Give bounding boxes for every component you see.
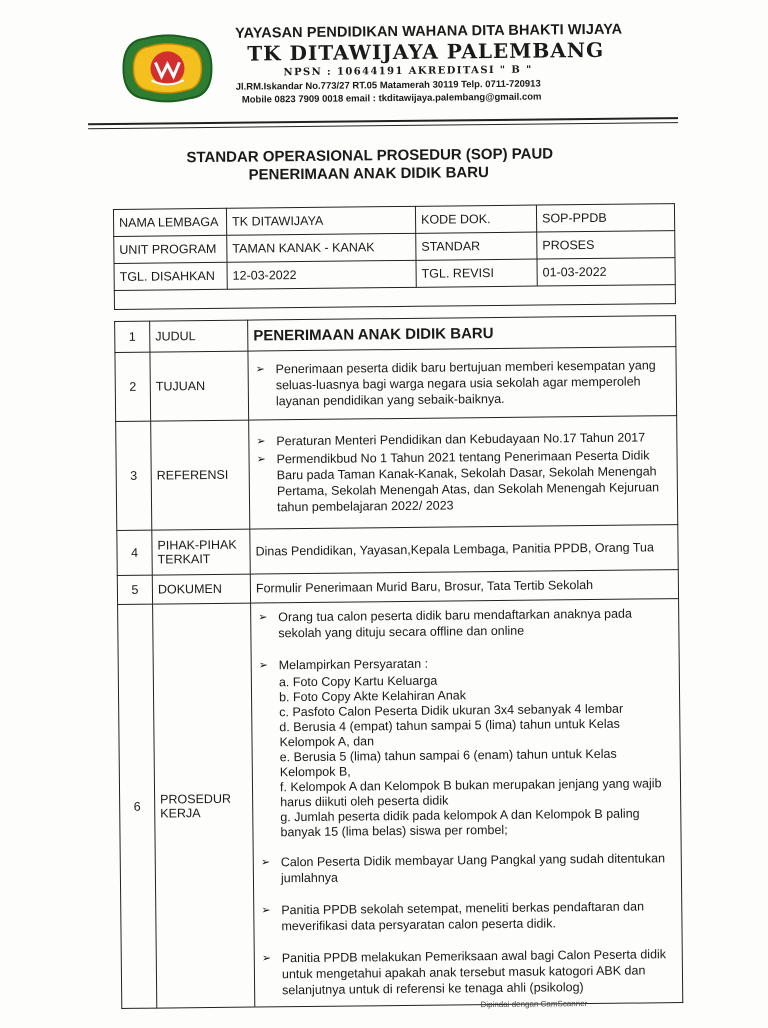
- arrow-bullet-icon: ➢: [258, 611, 268, 624]
- meta-label: UNIT PROGRAM: [114, 235, 227, 263]
- scanner-watermark: Dipindai dengan CamScanner: [480, 999, 588, 1010]
- row-number: 3: [116, 421, 152, 530]
- meta-value: TAMAN KANAK - KANAK: [227, 233, 416, 262]
- row-number: 2: [115, 352, 151, 421]
- list-item: ➢ Panitia PPDB sekolah setempat, meneliti berkas pendaftaran dan meverifikasi data persyaratan calon peserta didik.: [261, 899, 645, 934]
- requirement-item: c. Pasfoto Calon Peserta Didik ukuran 3x4 sebanyak 4 lembar: [279, 701, 624, 720]
- dokumen-value: Formulir Penerimaan Murid Baru, Brosur, Tata Tertib Sekolah: [250, 570, 678, 603]
- list-item: ➢ Panitia PPDB melakukan Pemeriksaan awal bagi Calon Peserta didik untuk mengetahui apakah anak tersebut masuk katogori ABK dan selanjutnya untuk di referensi ke tenaga ahli (psikolog): [261, 947, 667, 998]
- sop-table: [114, 315, 683, 1009]
- meta-value: SOP-PPDB: [536, 204, 674, 232]
- arrow-bullet-icon: ➢: [255, 363, 265, 376]
- list-item: ➢ Orang tua calon peserta didik baru mendaftarkan anaknya pada sekolah yang dituju secara offline dan online: [258, 606, 632, 641]
- arrow-bullet-icon: ➢: [260, 856, 271, 869]
- meta-value: 12-03-2022: [227, 260, 416, 289]
- requirement-item: a. Foto Copy Kartu Keluarga: [278, 673, 438, 690]
- meta-label: TGL. REVISI: [416, 259, 537, 287]
- referensi-value: [249, 416, 678, 529]
- npsn-accreditation: NPSN : 10644191 AKREDITASI " B ": [283, 64, 533, 79]
- prosedur-value: [251, 599, 683, 1010]
- row-number: 5: [117, 575, 152, 604]
- table-row: [116, 416, 678, 531]
- list-item: ➢ Melampirkan Persyaratan :: [258, 656, 429, 673]
- meta-label: STANDAR: [416, 232, 537, 260]
- list-item: ➢ Permendikbud No 1 Tahun 2021 tentang Penerimaan Peserta Didik Baru pada Taman Kanak-Kanak, Sekolah Dasar, Sekolah Menengah Pertama, Sekolah Menengah Atas, dan Sekolah Menengah Kejuruan tahun pembelajaran 2022/ 2023: [256, 448, 660, 515]
- row-label: TUJUAN: [150, 351, 249, 421]
- requirement-item: g. Jumlah peserta didik pada kelompok A dan Kelompok B paling banyak 15 (lima belas) siswa per rombel;: [280, 806, 640, 840]
- table-row: [115, 347, 677, 422]
- list-item: ➢ Peraturan Menteri Pendidikan dan Kebudayaan No.17 Tahun 2017: [256, 430, 646, 449]
- foundation-name: YAYASAN PENDIDIKAN WAHANA DITA BHAKTI WIJAYA: [235, 21, 623, 42]
- arrow-bullet-icon: ➢: [261, 952, 272, 965]
- arrow-bullet-icon: ➢: [256, 435, 266, 448]
- row-number: 6: [118, 604, 157, 1008]
- arrow-bullet-icon: ➢: [258, 659, 269, 672]
- row-number: 4: [117, 530, 152, 575]
- meta-value: 01-03-2022: [537, 258, 675, 286]
- meta-label: TGL. DISAHKAN: [114, 262, 227, 290]
- school-name: TK DITAWIJAYA PALEMBANG: [247, 37, 605, 66]
- requirement-item: d. Berusia 4 (empat) tahun sampai 5 (lima) tahun untuk Kelas Kelompok A, dan: [279, 716, 620, 750]
- document-subtitle: PENERIMAAN ANAK DIDIK BARU: [248, 164, 489, 184]
- requirement-item: b. Foto Copy Akte Kelahiran Anak: [278, 688, 467, 705]
- meta-value: TK DITAWIJAYA: [226, 206, 415, 235]
- meta-label: NAMA LEMBAGA: [113, 208, 226, 236]
- row-label: DOKUMEN: [152, 574, 250, 604]
- list-item: ➢ Penerimaan peserta didik baru bertujuan memberi kesempatan yang seluas-luasnya bagi warga negara usia sekolah agar memperoleh layanan pendidikan yang sebaik-baiknya.: [255, 358, 656, 409]
- list-item: ➢ Calon Peserta Didik membayar Uang Pangkal yang sudah ditentukan jumlahnya: [260, 851, 666, 886]
- row-label: JUDUL: [150, 320, 248, 352]
- header-rule-thick: [88, 117, 678, 125]
- requirement-item: f. Kelompok A dan Kelompok B bukan merupakan jenjang yang wajib harus diikuti oleh peserta didik: [279, 776, 662, 810]
- arrow-bullet-icon: ➢: [261, 904, 271, 917]
- school-contact: Mobile 0823 7909 0018 email : tkditawijaya.palembang@gmail.com: [241, 91, 542, 106]
- document-meta-table: [113, 203, 676, 310]
- table-row: [117, 525, 678, 576]
- row-label: REFERENSI: [151, 420, 250, 530]
- meta-value: PROSES: [537, 231, 675, 259]
- pihak-value: Dinas Pendidikan, Yayasan,Kepala Lembaga, Panitia PPDB, Orang Tua: [250, 525, 678, 574]
- requirement-item: e. Berusia 5 (lima) tahun sampai 6 (enam) tahun untuk Kelas Kelompok B,: [279, 746, 617, 780]
- table-row: [118, 599, 683, 1009]
- document-title: STANDAR OPERASIONAL PROSEDUR (SOP) PAUD: [186, 145, 554, 167]
- row-label: PIHAK-PIHAK TERKAIT: [152, 529, 250, 575]
- school-emblem-icon: [115, 32, 220, 105]
- row-label: PROSEDUR KERJA: [153, 603, 255, 1008]
- school-address: Jl.RM.Iskandar No.773/27 RT.05 Matamerah 30119 Telp. 0711-720913: [235, 78, 541, 93]
- arrow-bullet-icon: ➢: [256, 453, 266, 466]
- judul-value: PENERIMAAN ANAK DIDIK BARU: [248, 316, 676, 351]
- meta-label: KODE DOK.: [415, 205, 536, 233]
- row-number: 1: [115, 321, 150, 352]
- tujuan-value: [248, 347, 677, 420]
